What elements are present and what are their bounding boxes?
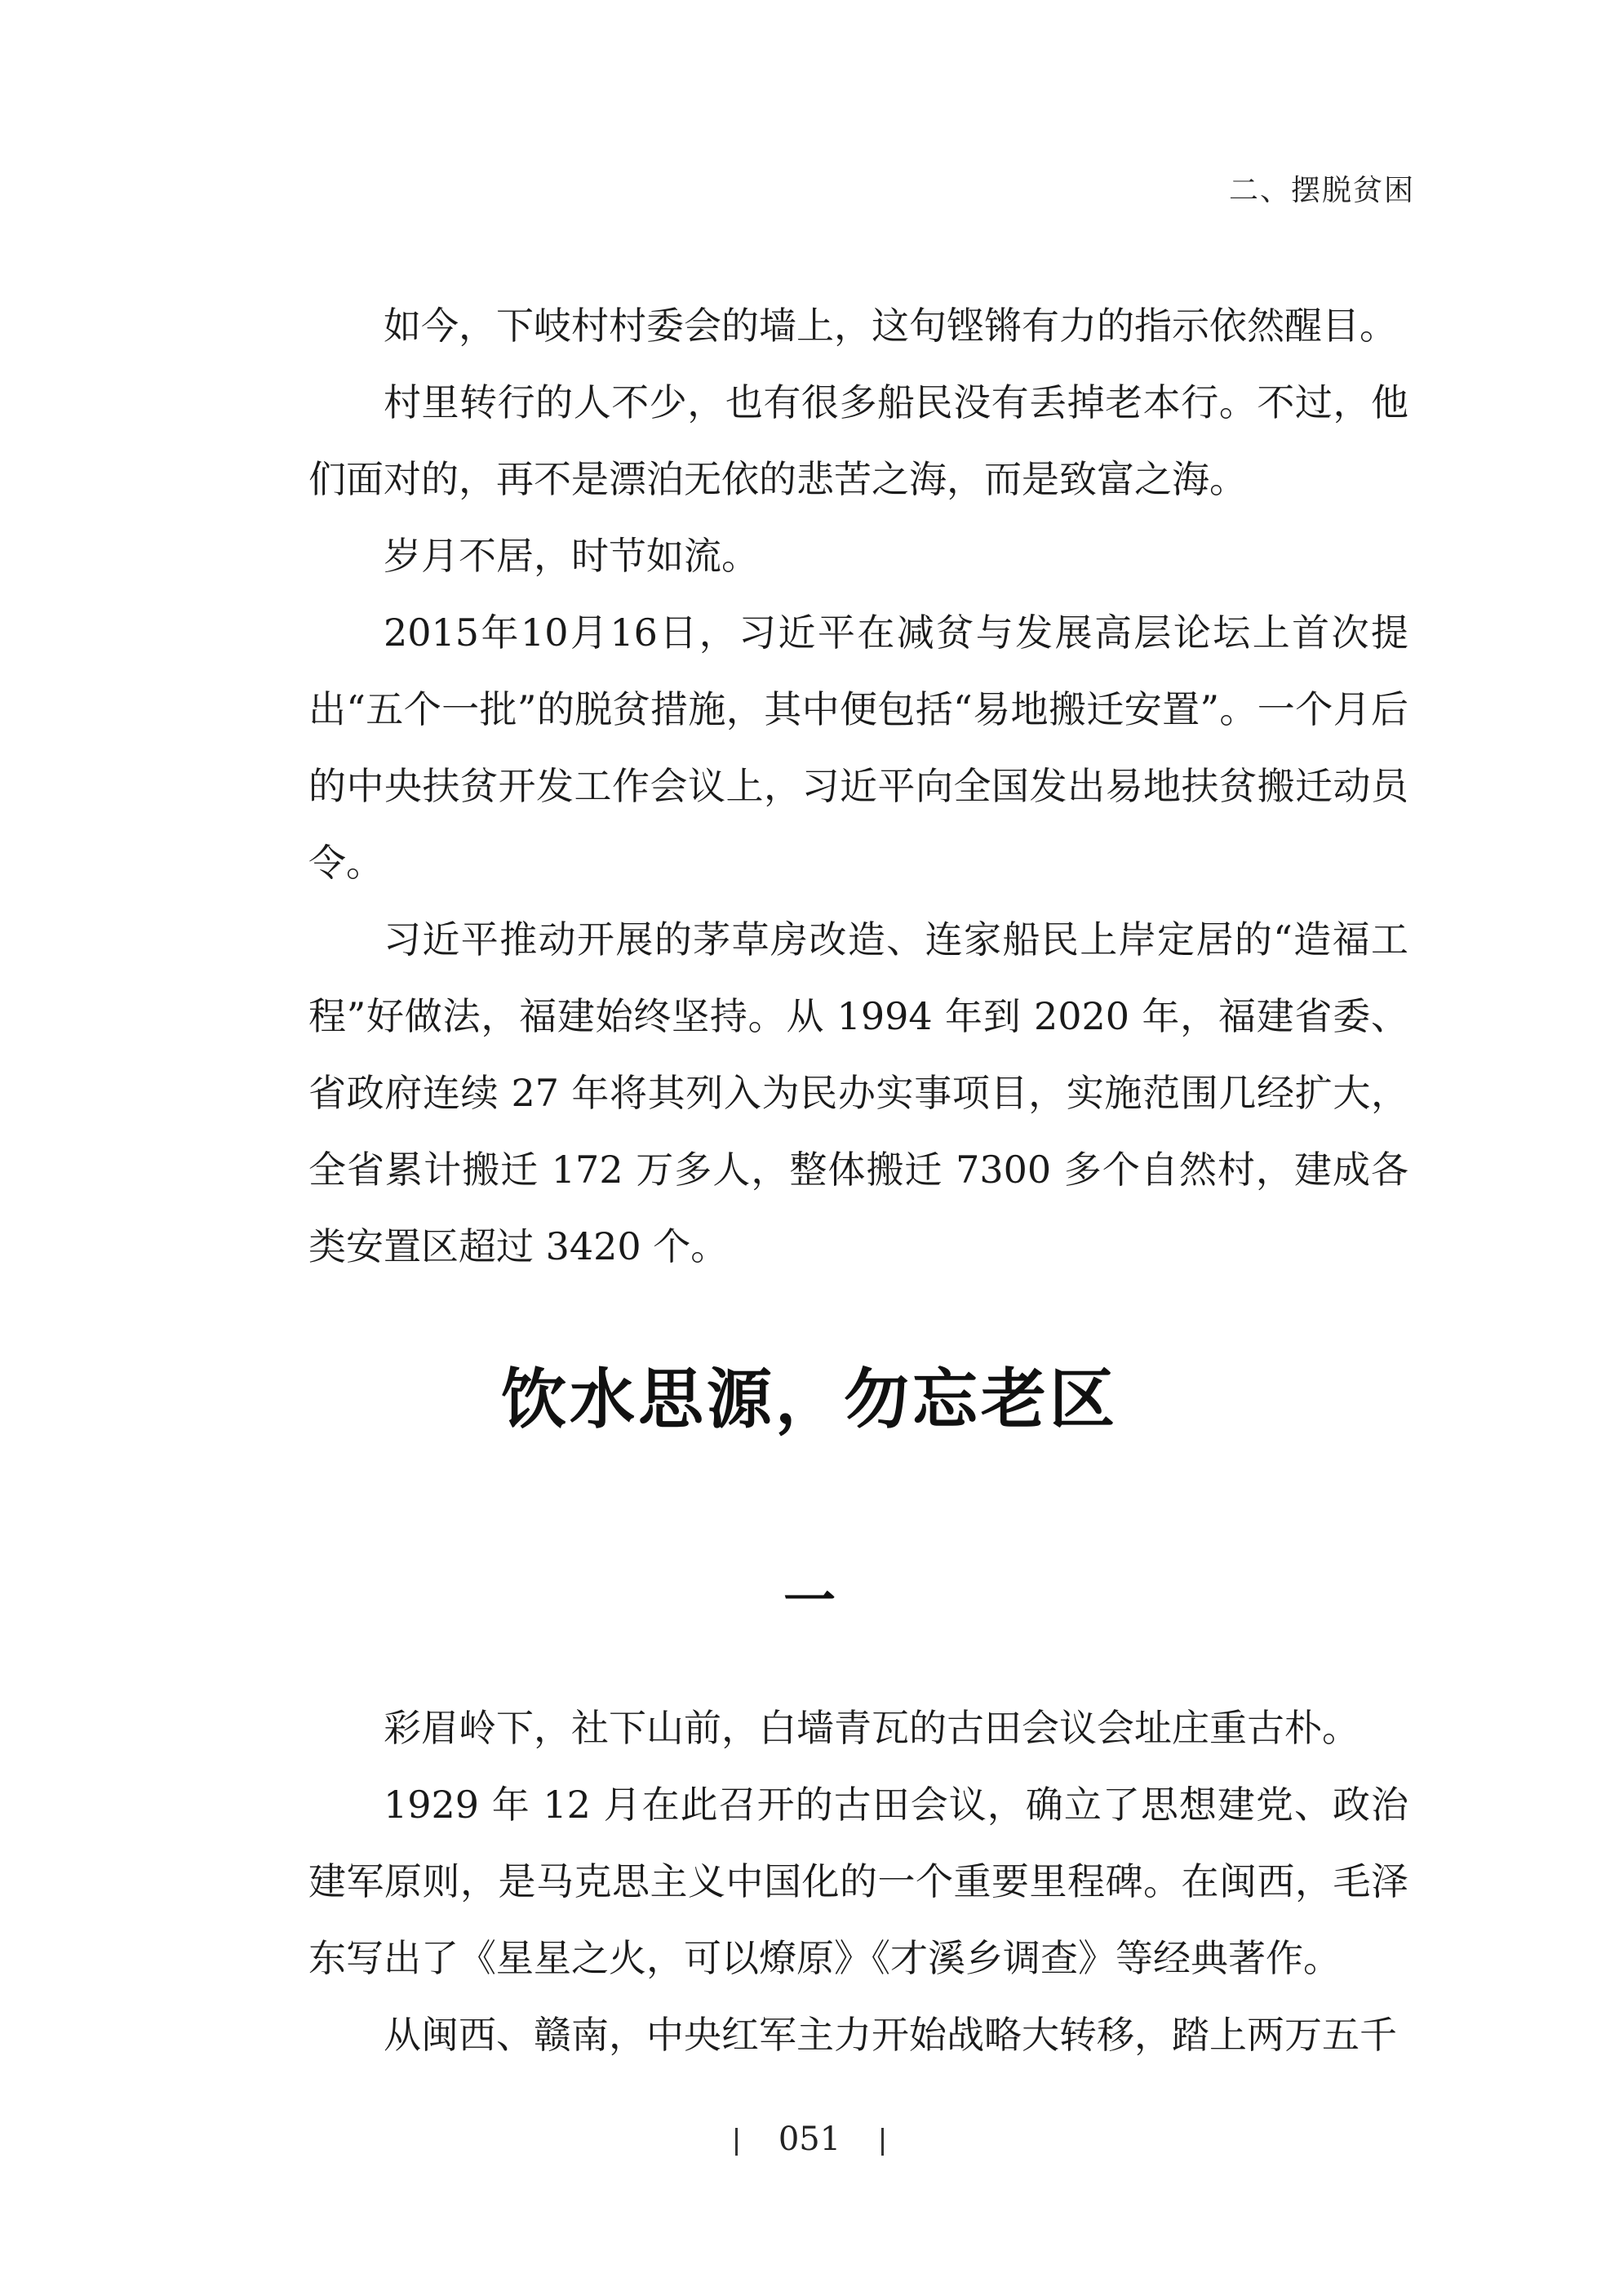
- section-number: 一: [783, 1570, 836, 1632]
- paragraph: 习近平推动开展的茅草房改造、连家船民上岸定居的“造福工程”好做法，福建始终坚持。从 1994 年到 2020 年，福建省委、省政府连续 27 年将其列入为民办实事项目，实施范围几经扩大，全省累计搬迁 172 万多人，整体搬迁 7300 多个自然村，建成各类安置区超过 3420 个。: [308, 917, 1408, 1268]
- paragraph: 如今，下岐村村委会的墙上，这句铿锵有力的指示依然醒目。: [384, 304, 1397, 348]
- paragraph: 2015年10月16日，习近平在减贫与发展高层论坛上首次提出“五个一批”的脱贫措施，其中便包括“易地搬迁安置”。一个月后的中央扶贫开发工作会议上，习近平向全国发出易地扶贫搬迁动员令。: [308, 611, 1408, 885]
- upper-text-block: [308, 287, 1408, 1285]
- folio-left-bar: [735, 2128, 738, 2156]
- paragraph: 1929 年 12 月在此召开的古田会议，确立了思想建党、政治建军原则，是马克思主义中国化的一个重要里程碑。在闽西，毛泽东写出了《星星之火，可以燎原》《才溪乡调查》等经典著作。: [308, 1783, 1408, 1980]
- folio-right-bar: [881, 2128, 884, 2156]
- page-number: 051: [778, 2121, 841, 2158]
- page-footer: [0, 2121, 1619, 2158]
- paragraph: 从闽西、赣南，中央红军主力开始战略大转移，踏上两万五千: [384, 2013, 1397, 2057]
- paragraph: 岁月不居，时节如流。: [384, 534, 759, 578]
- section-title: 饮水思源，勿忘老区: [501, 1361, 1118, 1437]
- lower-text-block: [308, 1690, 1408, 2073]
- paragraph: 村里转行的人不少，也有很多船民没有丢掉老本行。不过，他们面对的，再不是漂泊无依的悲苦之海，而是致富之海。: [308, 380, 1408, 501]
- running-head: 二、摆脱贫困: [1228, 174, 1415, 207]
- paragraph: 彩眉岭下，社下山前，白墙青瓦的古田会议会址庄重古朴。: [384, 1706, 1360, 1750]
